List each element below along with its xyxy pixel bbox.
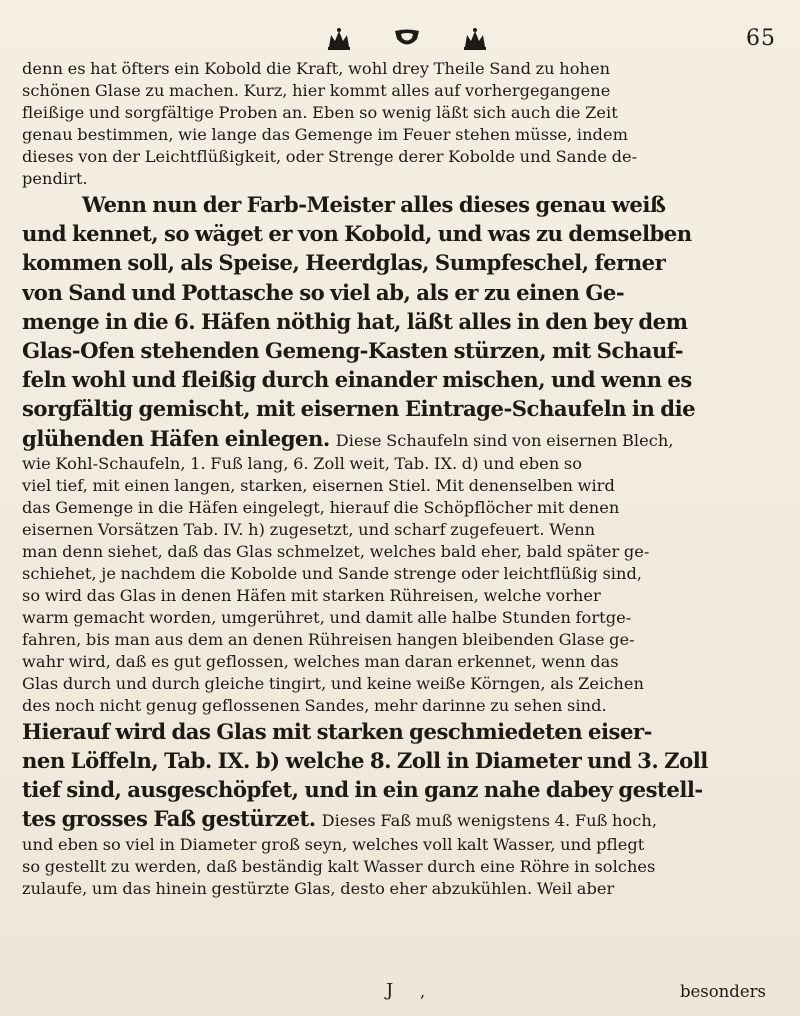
- text-line: wahr wird, daß es gut geflossen, welches man daran erkennet, wenn das: [22, 651, 619, 671]
- signature-mark: J: [386, 980, 394, 1001]
- text-line: schönen Glase zu machen. Kurz, hier kommt alles auf vorhergegangene: [22, 81, 611, 100]
- page-body: [22, 58, 790, 900]
- header-ornaments: [322, 24, 492, 54]
- text-line: fahren, bis man aus dem an denen Rühreisen hangen bleibenden Glase ge-: [22, 629, 635, 649]
- text-line: dieses von der Leichtflüßigkeit, oder Strenge derer Kobolde und Sande de-: [22, 147, 638, 166]
- text-line: fleißige und sorgfältige Proben an. Eben so wenig läßt sich auch die Zeit: [22, 103, 618, 122]
- text-line: so wird das Glas in denen Häfen mit starken Rühreisen, welche vorher: [22, 585, 601, 605]
- text-line: denn es hat öfters ein Kobold die Kraft, wohl drey Theile Sand zu hohen: [22, 59, 611, 78]
- text-line: wie Kohl-Schaufeln, 1. Fuß lang, 6. Zoll weit, Tab. IX. d) und eben so: [22, 453, 583, 473]
- text-line: pendirt.: [22, 169, 88, 188]
- regular-line-tail: Diese Schaufeln sind von eisernen Blech,: [335, 430, 674, 450]
- bold-line: Wenn nun der Farb-Meister alles dieses genau weiß: [82, 192, 666, 217]
- mixed-line: [22, 424, 790, 453]
- text-line: Glas durch und durch gleiche tingirt, und keine weiße Körngen, als Zeichen: [22, 673, 644, 693]
- bold-line: glühenden Häfen einlegen.: [22, 425, 330, 451]
- paragraph-5: [22, 834, 790, 900]
- bold-line: Glas-Ofen stehenden Gemeng-Kasten stürzen, mit Schauf-: [22, 338, 684, 364]
- text-line: viel tief, mit einen langen, starken, eisernen Stiel. Mit denenselben wird: [22, 475, 615, 495]
- page-footer: [0, 980, 800, 1010]
- mixed-line: [22, 804, 790, 833]
- text-line: schiehet, je nachdem die Kobolde und Sande strenge oder leichtflüßig sind,: [22, 563, 643, 583]
- regular-line-tail: Dieses Faß muß wenigstens 4. Fuß hoch,: [321, 811, 658, 831]
- catchword: besonders: [679, 982, 766, 1001]
- paragraph-1: [22, 58, 790, 190]
- bold-line: von Sand und Pottasche so viel ab, als er zu einen Ge-: [22, 279, 625, 305]
- text-line: zulaufe, um das hinein gestürzte Glas, desto eher abzukühlen. Weil aber: [22, 878, 615, 898]
- bold-line: kommen soll, als Speise, Heerdglas, Sumpfeschel, ferner: [22, 250, 666, 276]
- bold-line: Hierauf wird das Glas mit starken geschmiedeten eiser-: [22, 718, 652, 744]
- text-line: man denn siehet, daß das Glas schmelzet, welches bald eher, bald später ge-: [22, 541, 650, 561]
- page-number: 65: [746, 26, 776, 51]
- text-line: genau bestimmen, wie lange das Gemenge im Feuer stehen müsse, indem: [22, 125, 628, 144]
- crown-ornament-icon: [458, 26, 492, 52]
- bold-line: feln wohl und fleißig durch einander mischen, und wenn es: [22, 367, 692, 393]
- shield-ornament-icon: [390, 26, 424, 52]
- bold-line: menge in die 6. Häfen nöthig hat, läßt alles in den bey dem: [22, 308, 688, 334]
- bold-line: sorgfältig gemischt, mit eisernen Eintrage-Schaufeln in die: [22, 396, 696, 422]
- text-line: das Gemenge in die Häfen eingelegt, hierauf die Schöpflöcher mit denen: [22, 497, 620, 517]
- crown-ornament-icon: [322, 26, 356, 52]
- paragraph-3: [22, 453, 790, 717]
- signature-comma: ,: [420, 982, 426, 1001]
- text-line: warm gemacht worden, umgerühret, und damit alle halbe Stunden fortge-: [22, 607, 632, 627]
- bold-line: tes grosses Faß gestürzet.: [22, 806, 316, 832]
- bold-line: nen Löffeln, Tab. IX. b) welche 8. Zoll in Diameter und 3. Zoll: [22, 748, 708, 774]
- text-line: und eben so viel in Diameter groß seyn, welches voll kalt Wasser, und pflegt: [22, 834, 645, 854]
- text-line: eisernen Vorsätzen Tab. IV. h) zugesetzt, und scharf zugefeuert. Wenn: [22, 519, 596, 539]
- text-line: des noch nicht genug geflossenen Sandes, mehr darinne zu sehen sind.: [22, 695, 607, 715]
- bold-line: tief sind, ausgeschöpfet, und in ein ganz nahe dabey gestell-: [22, 777, 703, 803]
- page-header: [0, 18, 800, 58]
- bold-line: und kennet, so wäget er von Kobold, und was zu demselben: [22, 221, 692, 247]
- text-line: so gestellt zu werden, daß beständig kalt Wasser durch eine Röhre in solches: [22, 856, 656, 876]
- paragraph-4-emphasis: [22, 717, 790, 834]
- paragraph-2-emphasis: [22, 190, 790, 453]
